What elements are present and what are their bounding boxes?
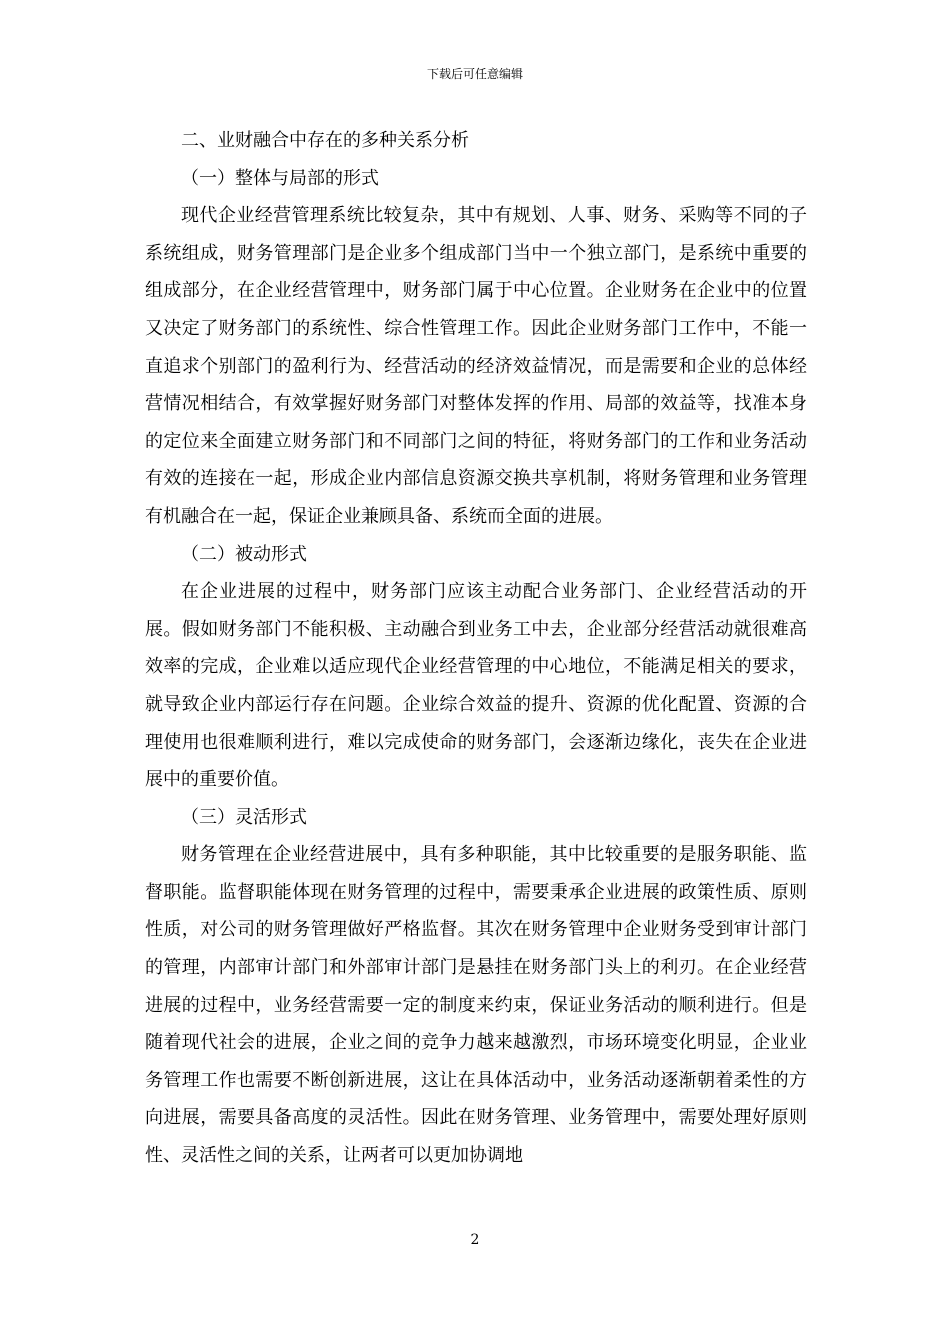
document-body (145, 122, 807, 1175)
paragraph-1: 现代企业经营管理系统比较复杂，其中有规划、人事、财务、采购等不同的子系统组成，财务管理部门是企业多个组成部门当中一个独立部门，是系统中重要的组成部分，在企业经营管理中，财务部门属于中心位置。企业财务在企业中的位置又决定了财务部门的系统性、综合性管理工作。因此企业财务部门工作中，不能一直追求个别部门的盈利行为、经营活动的经济效益情况，而是需要和企业的总体经营情况相结合，有效掌握好财务部门对整体发挥的作用、局部的效益等，找准本身的定位来全面建立财务部门和不同部门之间的特征，将财务部门的工作和业务活动有效的连接在一起，形成企业内部信息资源交换共享机制，将财务管理和业务管理有机融合在一起，保证企业兼顾具备、系统而全面的进展。 (145, 205, 807, 527)
page-number: 2 (470, 1232, 480, 1248)
paragraph-2: 在企业进展的过程中，财务部门应该主动配合业务部门、企业经营活动的开展。假如财务部门不能积极、主动融合到业务工中去，企业部分经营活动就很难高效率的完成，企业难以适应现代企业经营管理的中心地位，不能满足相关的要求，就导致企业内部运行存在问题。企业综合效益的提升、资源的优化配置、资源的合理使用也很难顺利进行，难以完成使命的财务部门，会逐渐边缘化，丧失在企业进展中的重要价值。 (145, 581, 807, 791)
subsection-title-3: （三）灵活形式 (181, 806, 307, 828)
paragraph-3: 财务管理在企业经营进展中，具有多种职能，其中比较重要的是服务职能、监督职能。监督职能体现在财务管理的过程中，需要秉承企业进展的政策性质、原则性质，对公司的财务管理做好严格监督。其次在财务管理中企业财务受到审计部门的管理，内部审计部门和外部审计部门是悬挂在财务部门头上的利刃。在企业经营进展的过程中，业务经营需要一定的制度来约束，保证业务活动的顺利进行。但是随着现代社会的进展，企业之间的竞争力越来越激烈，市场环境变化明显，企业业务管理工作也需要不断创新进展，这让在具体活动中，业务活动逐渐朝着柔性的方向进展，需要具备高度的灵活性。因此在财务管理、业务管理中，需要处理好原则性、灵活性之间的关系，让两者可以更加协调地 (145, 844, 807, 1167)
section-title: 二、业财融合中存在的多种关系分析 (181, 130, 469, 151)
subsection-title-1: （一）整体与局部的形式 (181, 167, 379, 189)
page-header: 下载后可任意编辑 (426, 67, 523, 81)
subsection-title-2: （二）被动形式 (181, 543, 307, 565)
